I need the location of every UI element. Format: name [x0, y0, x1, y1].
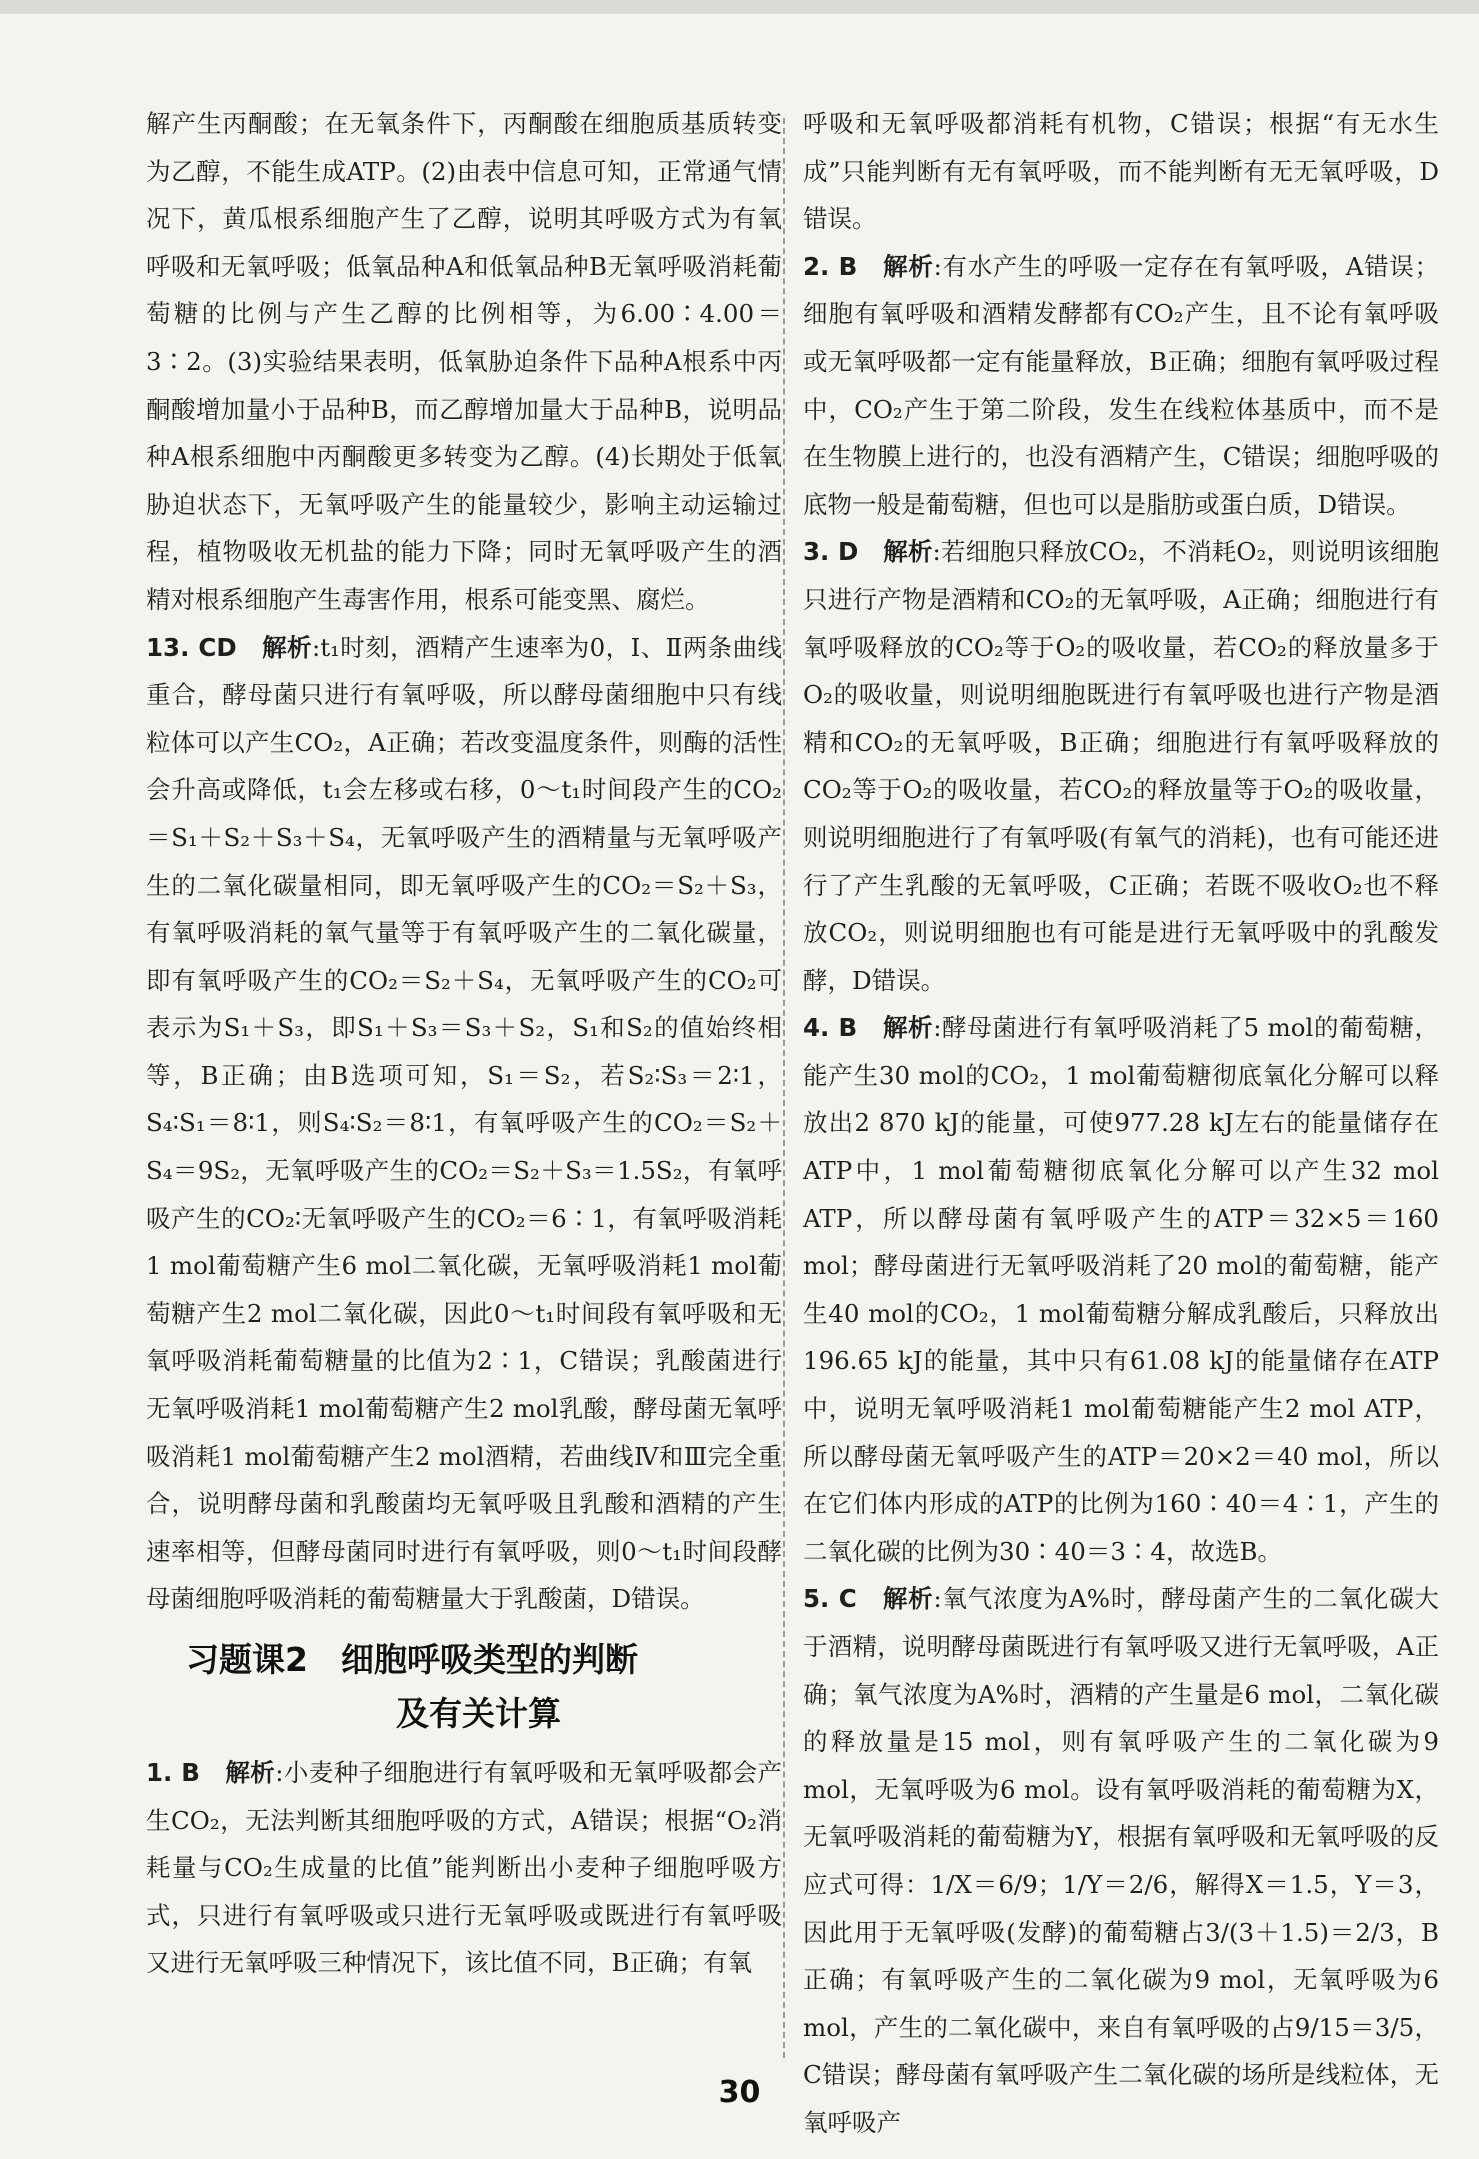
right-column — [803, 100, 1439, 2147]
answer-3-text: :若细胞只释放CO₂，不消耗O₂，则说明该细胞只进行产物是酒精和CO₂的无氧呼吸，A正确；细胞进行有氧呼吸释放的CO₂等于O₂的吸收量，若CO₂的释放量多于O₂的吸收量，则说明细胞既进行有氧呼吸也进行产物是酒精和CO₂的无氧呼吸，B正确；细胞进行有氧呼吸释放的CO₂等于O₂的吸收量，若CO₂的释放量等于O₂的吸收量，则说明细胞进行了有氧呼吸(有氧气的消耗)，也有可能还进行了产生乳酸的无氧呼吸，C正确；若既不吸收O₂也不释放CO₂，则说明细胞也有可能是进行无氧呼吸中的乳酸发酵，D错误。 — [803, 537, 1439, 995]
answer-4 — [803, 1004, 1439, 1575]
answer-3-number: 3. D — [803, 537, 859, 567]
answer-13 — [146, 624, 782, 1623]
answer-2-text: :有水产生的呼吸一定存在有氧呼吸，A错误；细胞有氧呼吸和酒精发酵都有CO₂产生，且不论有氧呼吸或无氧呼吸都一定有能量释放，B正确；细胞有氧呼吸过程中，CO₂产生于第二阶段，发生在线粒体基质中，而不是在生物膜上进行的，也没有酒精产生，C错误；细胞呼吸的底物一般是葡萄糖，但也可以是脂肪或蛋白质，D错误。 — [803, 251, 1440, 519]
answer-2-number: 2. B — [803, 251, 858, 281]
answer-4-text: :酵母菌进行有氧呼吸消耗了5 mol的葡萄糖，能产生30 mol的CO₂，1 mol葡萄糖彻底氧化分解可以释放出2 870 kJ的能量，可使977.28 kJ左右的能量储存在ATP中，1 mol葡萄糖彻底氧化分解可以产生32 mol ATP，所以酵母菌有氧呼吸产生的ATP＝32×5＝160 mol；酵母菌进行无氧呼吸消耗了20 mol的葡萄糖，能产生40 mol的CO₂，1 mol葡萄糖分解成乳酸后，只释放出196.65 kJ的能量，其中只有61.08 kJ的能量储存在ATP中，说明无氧呼吸消耗1 mol葡萄糖能产生2 mol ATP，所以酵母菌无氧呼吸产生的ATP＝20×2＝40 mol，所以在它们体内形成的ATP的比例为160∶40＝4∶1，产生的二氧化碳的比例为30∶40＝3∶4，故选B。 — [803, 1013, 1439, 1566]
answer-4-label: 解析 — [882, 1013, 934, 1043]
answer-2-label: 解析 — [883, 251, 934, 281]
answer-1-number: 1. B — [146, 1758, 200, 1787]
column-divider — [783, 118, 785, 2058]
answer-5-number: 5. C — [803, 1584, 857, 1614]
answer-13-label: 解析 — [262, 632, 312, 662]
answer-2 — [803, 243, 1439, 529]
answer-1 — [146, 1749, 782, 1987]
answer-4-number: 4. B — [803, 1013, 858, 1043]
answer-1-label: 解析 — [225, 1758, 276, 1787]
section-title-line2: 及有关计算 — [396, 1694, 561, 1733]
answer-5-text: :氧气浓度为A%时，酵母菌产生的二氧化碳大于酒精，说明酵母菌既进行有氧呼吸又进行无氧呼吸，A正确；氧气浓度为A%时，酒精的产生量是6 mol，二氧化碳的释放量是15 mol，则有氧呼吸产生的二氧化碳为9 mol，无氧呼吸为6 mol。设有氧呼吸消耗的葡萄糖为X，无氧呼吸消耗的葡萄糖为Y，根据有氧呼吸和无氧呼吸的反应式可得：1/X＝6/9；1/Y＝2/6，解得X＝1.5，Y＝3，因此用于无氧呼吸(发酵)的葡萄糖占3/(3＋1.5)＝2/3，B正确；有氧呼吸产生的二氧化碳为9 mol，无氧呼吸为6 mol，产生的二氧化碳中，来自有氧呼吸的占9/15＝3/5，C错误；酵母菌有氧呼吸产生二氧化碳的场所是线粒体，无氧呼吸产 — [803, 1584, 1440, 2137]
section-title — [146, 1633, 782, 1741]
answer-3 — [803, 528, 1439, 1004]
page-edge — [0, 0, 1479, 14]
page-number: 30 — [718, 2075, 761, 2110]
answer-1-text: :小麦种子细胞进行有氧呼吸和无氧呼吸都会产生CO₂，无法判断其细胞呼吸的方式，A错误；根据“O₂消耗量与CO₂生成量的比值”能判断出小麦种子细胞呼吸方式，只进行有氧呼吸或只进行无氧呼吸或既进行有氧呼吸又进行无氧呼吸三种情况下，该比值不同，B正确；有氧 — [146, 1758, 783, 1978]
answer-3-label: 解析 — [883, 537, 933, 567]
paragraph-continuation-right: 呼吸和无氧呼吸都消耗有机物，C错误；根据“有无水生成”只能判断有无有氧呼吸，而不能判断有无无氧呼吸，D错误。 — [803, 109, 1439, 234]
paragraph-continuation: 解产生丙酮酸；在无氧条件下，丙酮酸在细胞质基质转变为乙醇，不能生成ATP。(2)由表中信息可知，正常通气情况下，黄瓜根系细胞产生了乙醇，说明其呼吸方式为有氧呼吸和无氧呼吸；低氧品种A和低氧品种B无氧呼吸消耗葡萄糖的比例与产生乙醇的比例相等，为6.00∶4.00＝3∶2。(3)实验结果表明，低氧胁迫条件下品种A根系中丙酮酸增加量小于品种B，而乙醇增加量大于品种B，说明品种A根系细胞中丙酮酸更多转变为乙醇。(4)长期处于低氧胁迫状态下，无氧呼吸产生的能量较少，影响主动运输过程，植物吸收无机盐的能力下降；同时无氧呼吸产生的酒精对根系细胞产生毒害作用，根系可能变黑、腐烂。 — [146, 109, 782, 614]
answer-5 — [803, 1575, 1439, 2146]
answer-13-number: 13. CD — [146, 632, 237, 662]
left-column — [146, 100, 782, 1987]
answer-13-text: :t₁时刻，酒精产生速率为0，Ⅰ、Ⅱ两条曲线重合，酵母菌只进行有氧呼吸，所以酵母菌细胞中只有线粒体可以产生CO₂，A正确；若改变温度条件，则酶的活性会升高或降低，t₁会左移或右移，0～t₁时间段产生的CO₂＝S₁＋S₂＋S₃＋S₄，无氧呼吸产生的酒精量与无氧呼吸产生的二氧化碳量相同，即无氧呼吸产生的CO₂＝S₂＋S₃，有氧呼吸消耗的氧气量等于有氧呼吸产生的二氧化碳量，即有氧呼吸产生的CO₂＝S₂＋S₄，无氧呼吸产生的CO₂可表示为S₁＋S₃，即S₁＋S₃＝S₃＋S₂，S₁和S₂的值始终相等，B正确；由B选项可知，S₁＝S₂，若S₂∶S₃＝2∶1，S₄∶S₁＝8∶1，则S₄∶S₂＝8∶1，有氧呼吸产生的CO₂＝S₂＋S₄＝9S₂，无氧呼吸产生的CO₂＝S₂＋S₃＝1.5S₂，有氧呼吸产生的CO₂∶无氧呼吸产生的CO₂＝6∶1，有氧呼吸消耗1 mol葡萄糖产生6 mol二氧化碳，无氧呼吸消耗1 mol葡萄糖产生2 mol二氧化碳，因此0～t₁时间段有氧呼吸和无氧呼吸消耗葡萄糖量的比值为2∶1，C错误；乳酸菌进行无氧呼吸消耗1 mol葡萄糖产生2 mol乳酸，酵母菌无氧呼吸消耗1 mol葡萄糖产生2 mol酒精，若曲线Ⅳ和Ⅲ完全重合，说明酵母菌和乳酸菌均无氧呼吸且乳酸和酒精的产生速率相等，但酵母菌同时进行有氧呼吸，则0～t₁时间段酵母菌细胞呼吸消耗的葡萄糖量大于乳酸菌，D错误。 — [146, 632, 783, 1614]
answer-5-label: 解析 — [882, 1584, 934, 1614]
section-title-line1: 习题课2 细胞呼吸类型的判断 — [186, 1640, 638, 1679]
